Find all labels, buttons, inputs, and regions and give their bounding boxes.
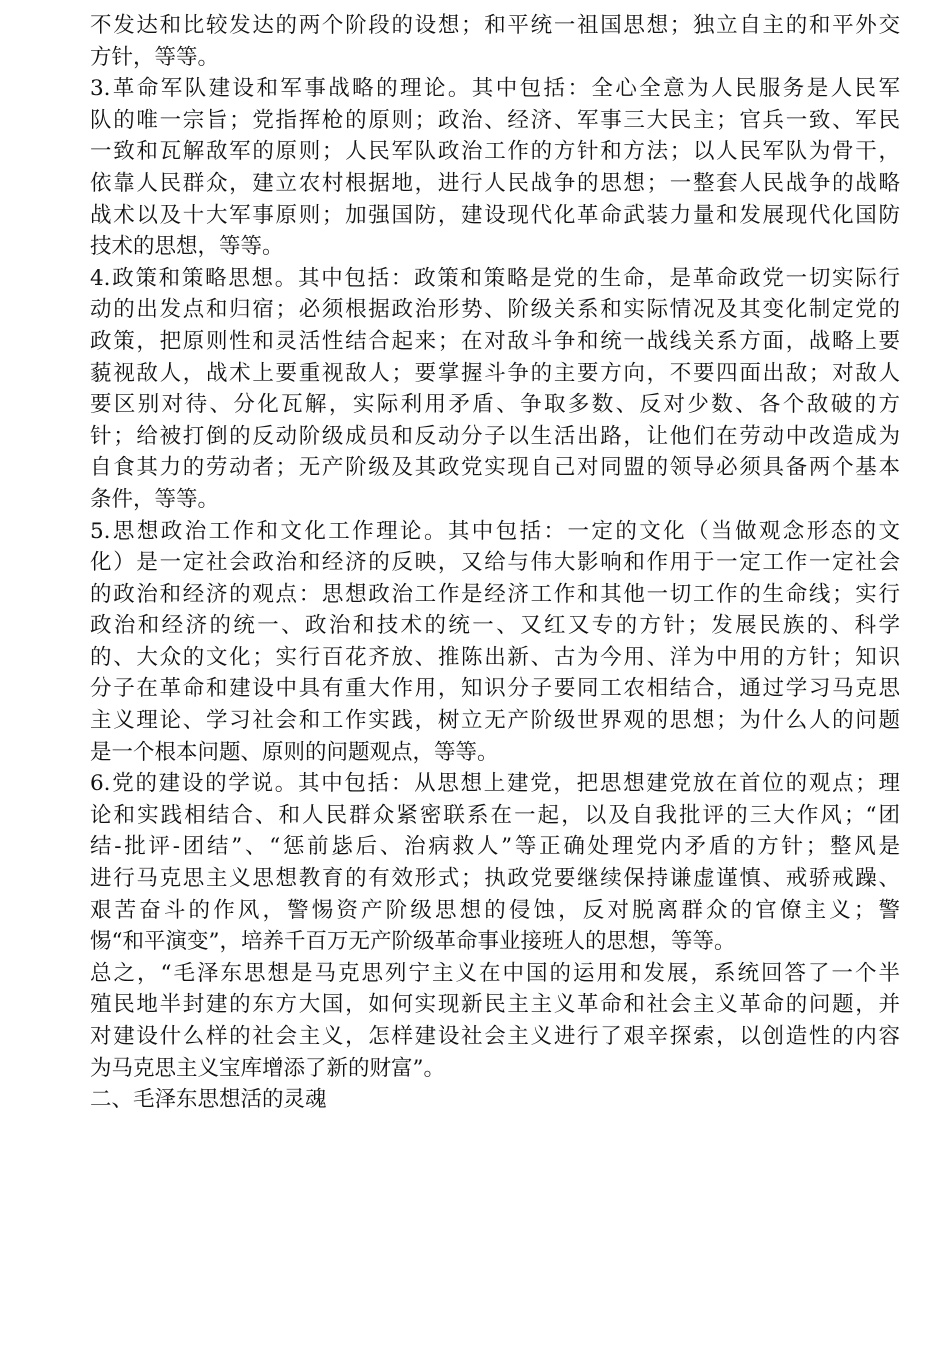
text-line: 针；给被打倒的反动阶级成员和反动分子以生活出路，让他们在劳动中改造成为 (90, 423, 900, 449)
text-line: 化）是一定社会政治和经济的反映，又给与伟大影响和作用于一定工作一定社会 (90, 550, 900, 576)
text-line: 3.革命军队建设和军事战略的理论。其中包括：全心全意为人民服务是人民军 (90, 76, 900, 102)
text-line: 6.党的建设的学说。其中包括：从思想上建党，把思想建党放在首位的观点；理 (90, 771, 900, 797)
section-heading: 二、毛泽东思想活的灵魂 (90, 1087, 327, 1113)
text-line: 技术的思想，等等。 (90, 234, 284, 260)
document-page (90, 10, 900, 1116)
text-line: 队的唯一宗旨；党指挥枪的原则；政治、经济、军事三大民主；官兵一致、军民 (90, 107, 900, 133)
text-line: 要区别对待、分化瓦解，实际利用矛盾、争取多数、反对少数、各个敌破的方 (90, 392, 900, 418)
text-line: 对建设什么样的社会主义，怎样建设社会主义进行了艰辛探索，以创造性的内容 (90, 1024, 900, 1049)
text-line: 为马克思主义宝库增添了新的财富”。 (90, 1055, 445, 1081)
text-line: 结-批评-团结”、“惩前毖后、治病救人”等正确处理党内矛盾的方针；整风是 (90, 834, 900, 860)
text-line: 艰苦奋斗的作风，警惕资产阶级思想的侵蚀，反对脱离群众的官僚主义；警 (90, 897, 900, 923)
text-line: 政策，把原则性和灵活性结合起来；在对敌斗争和统一战线关系方面，战略上要 (90, 328, 900, 354)
text-line: 条件，等等。 (90, 486, 220, 512)
text-line: 主义理论、学习社会和工作实践，树立无产阶级世界观的思想；为什么人的问题 (90, 708, 900, 734)
text-line: 是一个根本问题、原则的问题观点，等等。 (90, 739, 499, 765)
text-line: 战术以及十大军事原则；加强国防，建设现代化革命武装力量和发展现代化国防 (90, 202, 900, 228)
text-line: 自食其力的劳动者；无产阶级及其政党实现自己对同盟的领导必须具备两个基本 (90, 455, 900, 481)
text-line: 方针，等等。 (90, 44, 220, 70)
text-line: 4.政策和策略思想。其中包括：政策和策略是党的生命，是革命政党一切实际行 (90, 265, 900, 291)
text-line: 藐视敌人，战术上要重视敌人；要掌握斗争的主要方向，不要四面出敌；对敌人 (90, 360, 900, 386)
text-line: 的、大众的文化；实行百花齐放、推陈出新、古为今用、洋为中用的方针；知识 (90, 644, 900, 670)
text-line: 论和实践相结合、和人民群众紧密联系在一起，以及自我批评的三大作风；“团 (90, 802, 900, 828)
text-line: 政治和经济的统一、政治和技术的统一、又红又专的方针；发展民族的、科学 (90, 613, 900, 639)
text-line: 的政治和经济的观点：思想政治工作是经济工作和其他一切工作的生命线；实行 (90, 581, 900, 607)
text-line: 进行马克思主义思想教育的有效形式；执政党要继续保持谦虚谨慎、戒骄戒躁、 (90, 866, 900, 892)
text-line: 惕“和平演变”，培养千百万无产阶级革命事业接班人的思想，等等。 (90, 929, 736, 955)
text-line: 总之，“毛泽东思想是马克思列宁主义在中国的运用和发展，系统回答了一个半 (90, 960, 900, 986)
text-line: 殖民地半封建的东方大国，如何实现新民主主义革命和社会主义革命的问题，并 (90, 992, 900, 1018)
text-line: 依靠人民群众，建立农村根据地，进行人民战争的思想；一整套人民战争的战略 (90, 170, 900, 196)
text-line: 5.思想政治工作和文化工作理论。其中包括：一定的文化（当做观念形态的文 (90, 518, 900, 544)
text-line: 一致和瓦解敌军的原则；人民军队政治工作的方针和方法；以人民军队为骨干， (90, 139, 900, 165)
text-line: 不发达和比较发达的两个阶段的设想；和平统一祖国思想；独立自主的和平外交 (90, 13, 900, 38)
text-line: 动的出发点和归宿；必须根据政治形势、阶级关系和实际情况及其变化制定党的 (90, 297, 900, 323)
text-line: 分子在革命和建设中具有重大作用，知识分子要同工农相结合，通过学习马克思 (90, 676, 900, 702)
